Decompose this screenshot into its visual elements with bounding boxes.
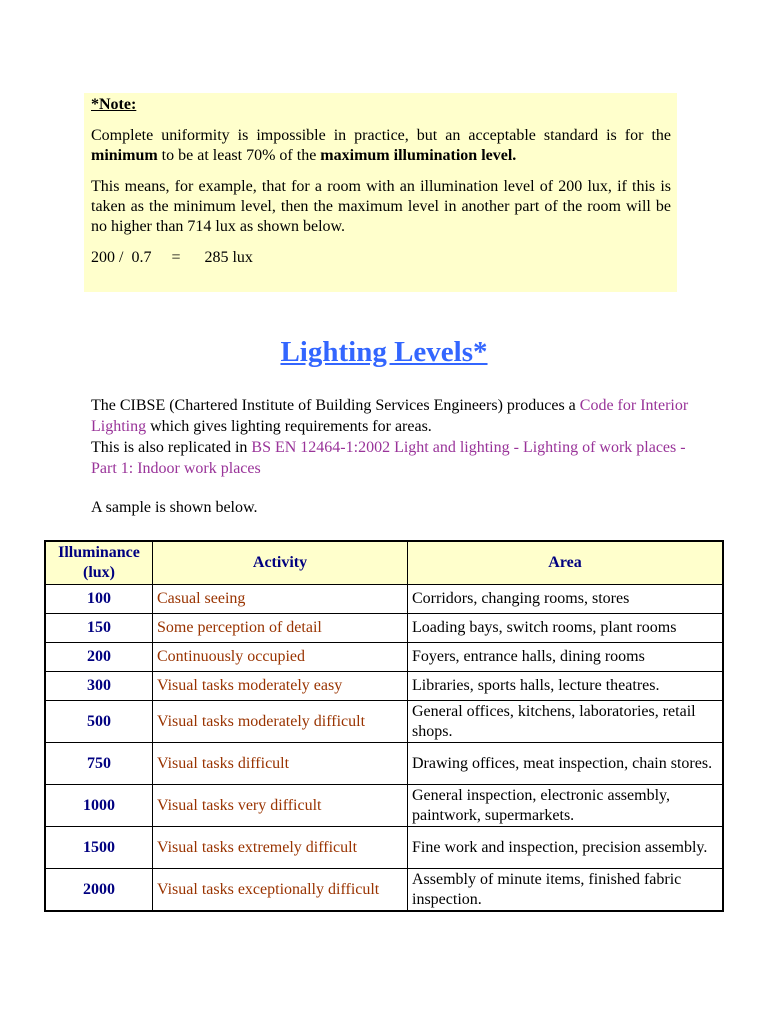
- table-header-row: [45, 541, 723, 585]
- table-row: [45, 785, 723, 827]
- table-row: [45, 743, 723, 785]
- area-cell: General inspection, electronic assembly, paintwork, supermarkets.: [408, 785, 724, 827]
- area-cell: Corridors, changing rooms, stores: [408, 585, 724, 614]
- activity-cell: Visual tasks extremely difficult: [153, 827, 408, 869]
- page-title[interactable]: [0, 334, 768, 370]
- table-row: [45, 614, 723, 643]
- bs-en-12464-link[interactable]: BS EN 12464-1:2002 Light and lighting - Lighting of work places - Part 1: Indoor work places: [91, 439, 686, 477]
- note-title: *Note:: [91, 96, 137, 113]
- lux-cell: 300: [45, 672, 153, 701]
- intro-line-1: [91, 395, 691, 437]
- table-row: [45, 585, 723, 614]
- note-text: Complete uniformity is impossible in practice, but an acceptable standard is for the: [91, 127, 671, 144]
- area-cell: Fine work and inspection, precision assembly.: [408, 827, 724, 869]
- activity-cell: Casual seeing: [153, 585, 408, 614]
- area-cell: Drawing offices, meat inspection, chain stores.: [408, 743, 724, 785]
- lighting-levels-table: [44, 540, 724, 912]
- lux-cell: 1000: [45, 785, 153, 827]
- intro-text-span: This is also replicated in: [91, 439, 252, 456]
- intro-text-span: which gives lighting requirements for areas.: [146, 418, 432, 435]
- note-calculation: 200 / 0.7 = 285 lux: [91, 249, 253, 266]
- table-row: [45, 701, 723, 743]
- area-cell: Libraries, sports halls, lecture theatres.: [408, 672, 724, 701]
- table-row: [45, 643, 723, 672]
- table-row: [45, 672, 723, 701]
- activity-cell: Visual tasks difficult: [153, 743, 408, 785]
- lux-cell: 500: [45, 701, 153, 743]
- intro-text: [91, 395, 691, 479]
- area-cell: Loading bays, switch rooms, plant rooms: [408, 614, 724, 643]
- table-row: [45, 827, 723, 869]
- page-title-text[interactable]: Lighting Levels*: [280, 336, 488, 368]
- sample-caption: A sample is shown below.: [91, 499, 258, 516]
- activity-cell: Visual tasks exceptionally difficult: [153, 869, 408, 912]
- intro-line-2: [91, 437, 691, 479]
- lux-cell: 1500: [45, 827, 153, 869]
- code-for-interior-lighting-link[interactable]: Code for Interior Lighting: [91, 397, 689, 435]
- lux-cell: 200: [45, 643, 153, 672]
- area-cell: Foyers, entrance halls, dining rooms: [408, 643, 724, 672]
- note-bold-minimum: minimum: [91, 147, 158, 164]
- intro-text-span: The CIBSE (Chartered Institute of Building Services Engineers) produces a: [91, 397, 580, 414]
- area-cell: Assembly of minute items, finished fabric inspection.: [408, 869, 724, 912]
- note-paragraph-1: [91, 126, 671, 166]
- note-box: [84, 93, 677, 292]
- activity-cell: Visual tasks moderately easy: [153, 672, 408, 701]
- activity-cell: Visual tasks very difficult: [153, 785, 408, 827]
- table-row: [45, 869, 723, 912]
- lux-cell: 150: [45, 614, 153, 643]
- lux-cell: 2000: [45, 869, 153, 912]
- note-paragraph-2: This means, for example, that for a room with an illumination level of 200 lux, if this is taken as the minimum level, then the maximum level in another part of the room will be no higher than 714 lux as shown below.: [91, 178, 671, 235]
- header-activity: Activity: [153, 541, 408, 585]
- activity-cell: Some perception of detail: [153, 614, 408, 643]
- lux-cell: 100: [45, 585, 153, 614]
- note-bold-maximum: maximum illumination level.: [320, 147, 517, 164]
- area-cell: General offices, kitchens, laboratories, retail shops.: [408, 701, 724, 743]
- header-area: Area: [408, 541, 724, 585]
- activity-cell: Visual tasks moderately difficult: [153, 701, 408, 743]
- header-illuminance: Illuminance (lux): [45, 541, 153, 585]
- lux-cell: 750: [45, 743, 153, 785]
- note-text: to be at least 70% of the: [157, 147, 321, 164]
- activity-cell: Continuously occupied: [153, 643, 408, 672]
